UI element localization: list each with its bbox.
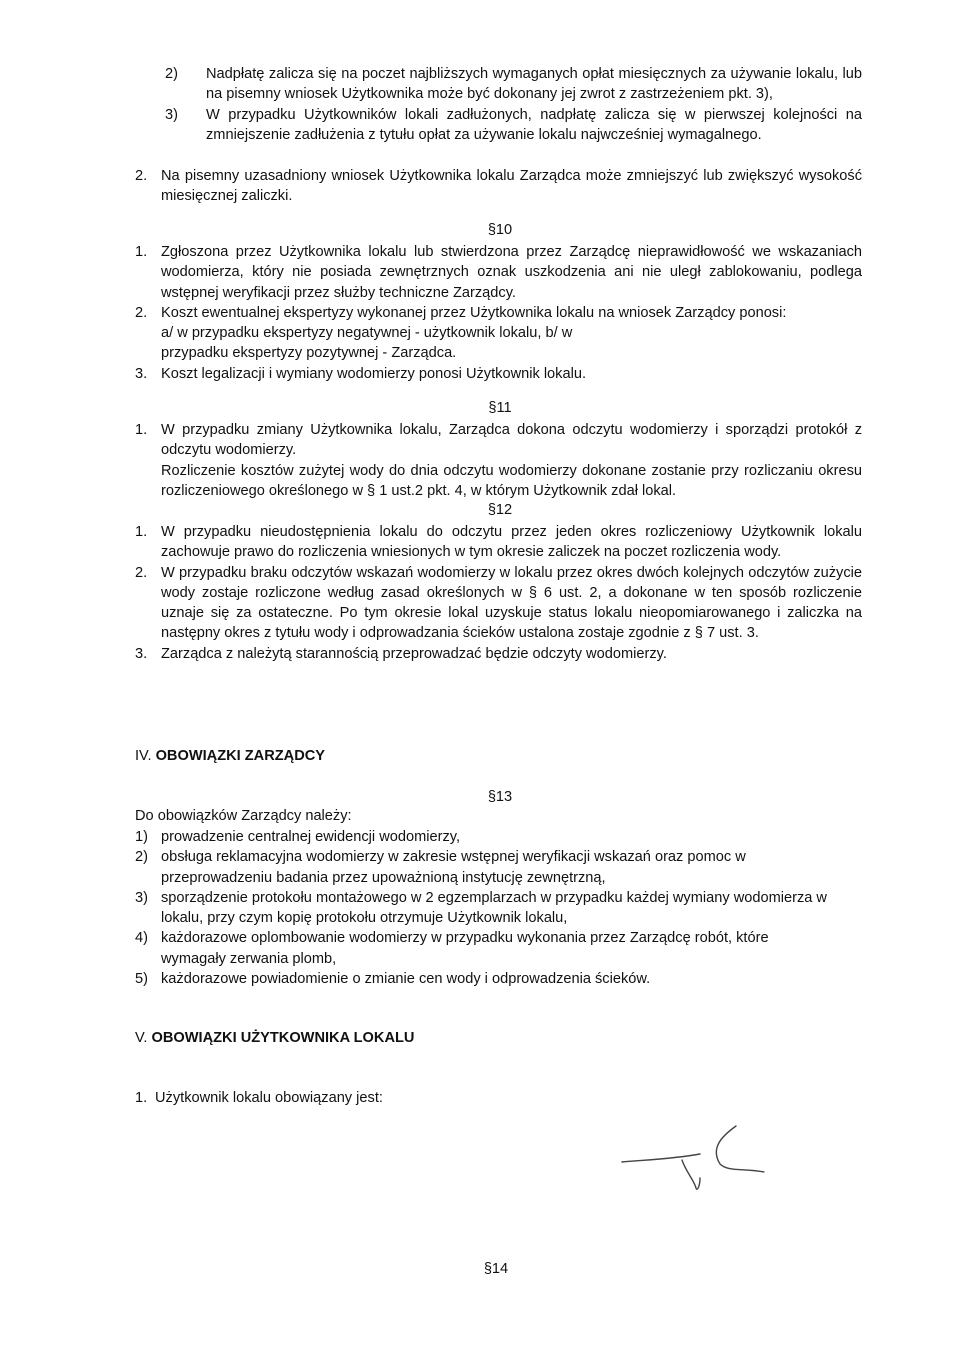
section-heading-12: §12 — [487, 502, 513, 518]
section-heading-10: §10 — [487, 222, 513, 238]
list-item-text: każdorazowe powiadomienie o zmianie cen wody i odprowadzenia ścieków. — [161, 971, 651, 988]
section-12-body — [135, 522, 862, 664]
list-item-line: a/ w przypadku ekspertyzy negatywnej - użytkownik lokalu, b/ w — [161, 325, 573, 342]
list-item — [165, 64, 862, 105]
list-item-number: 2. — [135, 564, 148, 581]
list-item-number: 2) — [135, 849, 148, 866]
list-item-text: W przypadku zmiany Użytkownika lokalu, Zarządca dokona odczytu wodomierzy i sporządzi protokół z odczytu wodomierzy. — [161, 422, 862, 459]
list-item-number: 2. — [135, 304, 148, 321]
list-item-line: Koszt ewentualnej ekspertyzy wykonanej przez Użytkownika lokalu na wniosek Zarządcy ponosi: — [161, 304, 787, 321]
list-item — [135, 522, 862, 563]
point-number: 2. — [135, 168, 148, 184]
list-item — [135, 563, 862, 644]
list-item-number: 3) — [165, 106, 178, 123]
list-item-text: Użytkownik lokalu obowiązany jest: — [155, 1090, 383, 1106]
list-item — [135, 827, 835, 847]
list-item — [135, 969, 835, 989]
list-item — [135, 644, 862, 664]
section-heading-11: §11 — [488, 400, 512, 416]
paragraph-point-2 — [135, 166, 862, 207]
section-10-body — [135, 242, 862, 384]
chapter-number: V. — [135, 1030, 148, 1046]
list-item-number: 1. — [135, 524, 148, 540]
list-item — [135, 242, 862, 303]
list-item-number: 3. — [135, 365, 148, 382]
list-item-number: 2) — [165, 66, 178, 82]
section-heading-14: §14 — [483, 1261, 509, 1277]
section-13-list — [135, 827, 835, 989]
paragraph: Rozliczenie kosztów zużytej wody do dnia odczytu wodomierzy dokonane zostanie przy rozliczaniu okresu rozliczeniowego określonego w § 1 ust.2 pkt. 4, w którym Użytkownik zdał lokal. — [161, 462, 862, 499]
list-item-text — [161, 303, 862, 364]
chapter-title: OBOWIĄZKI UŻYTKOWNIKA LOKALU — [151, 1030, 415, 1046]
handwritten-signature — [618, 1122, 768, 1194]
list-item — [135, 888, 835, 929]
chapter-v-item-1 — [135, 1088, 735, 1108]
list-item — [135, 364, 862, 384]
list-item-text: Zarządca z należytą starannością przeprowadzać będzie odczyty wodomierzy. — [161, 645, 667, 662]
list-item-text: Nadpłatę zalicza się na poczet najbliższych wymaganych opłat miesięcznych za używanie lokalu, lub na pisemny wniosek Użytkownika może być dokonany jej zwrot z zastrzeżeniem pkt. 3), — [206, 66, 862, 103]
list-item-text: W przypadku nieudostępnienia lokalu do odczytu przez jeden okres rozliczeniowy Użytkownik lokalu zachowuje prawo do rozliczenia wniesionych w tym okresie zaliczek na poczet rozliczenia wody. — [161, 524, 862, 561]
chapter-number: IV. — [135, 748, 152, 764]
list-item-number: 4) — [135, 930, 148, 947]
list-item — [135, 420, 862, 461]
list-item-text: Zgłoszona przez Użytkownika lokalu lub stwierdzona przez Zarządcę nieprawidłowość we wskazaniach wodomierza, który nie posiada zewnętrznych oznak uszkodzenia ani nie uległ zablokowaniu, podlega wstępnej weryfikacji przez służby techniczne Zarządcy. — [161, 244, 862, 301]
section-heading-13: §13 — [487, 789, 513, 805]
list-item-text: prowadzenie centralnej ewidencji wodomierzy, — [161, 829, 461, 845]
list-item-text: W przypadku Użytkowników lokali zadłużonych, nadpłatę zalicza się w pierwszej kolejności na zmniejszenie zadłużenia z tytułu opłat za używanie lokalu najwcześniej wymagalnego. — [206, 106, 862, 143]
list-item-number: 5) — [135, 971, 148, 988]
list-item-line: przypadku ekspertyzy pozytywnej - Zarządca. — [161, 345, 457, 362]
point-text: Na pisemny uzasadniony wniosek Użytkownika lokalu Zarządca może zmniejszyć lub zwiększyć wysokość miesięcznej zaliczki. — [161, 168, 862, 205]
list-item — [135, 847, 835, 888]
list-item-text: obsługa reklamacyjna wodomierzy w zakresie wstępnej weryfikacji wskazań oraz pomoc w przeprowadzeniu badania przez upoważnioną instytucję zewnętrzną, — [161, 849, 746, 886]
top-list — [165, 64, 862, 145]
section-13-intro: Do obowiązków Zarządcy należy: — [135, 808, 352, 824]
section-11-body — [135, 420, 862, 501]
list-item-text: sporządzenie protokołu montażowego w 2 egzemplarzach w przypadku każdej wymiany wodomierza w lokalu, przy czym kopię protokołu otrzymuje Użytkownik lokalu, — [161, 889, 827, 927]
chapter-title: OBOWIĄZKI ZARZĄDCY — [155, 748, 326, 764]
list-item-text: każdorazowe oplombowanie wodomierzy w przypadku wykonania przez Zarządcę robót, które wymagały zerwania plomb, — [161, 930, 769, 967]
list-item-text: Koszt legalizacji i wymiany wodomierzy ponosi Użytkownik lokalu. — [161, 365, 587, 382]
list-item-number: 1. — [135, 1090, 148, 1106]
list-item-number: 1. — [135, 244, 148, 260]
list-item-text: W przypadku braku odczytów wskazań wodomierzy w lokalu przez okres dwóch kolejnych odczytów zużycie wody zostaje rozliczone według zasad określonych w § 6 ust. 2, a dokonane w ten sposób rozliczenie uznaje się za ostateczne. Po tym okresie lokal uzyskuje status lokalu nieopomiarowanego i zaliczka na następny okres z tytułu wody i odprowadzania ścieków ustalona zostaje zgodnie z § 7 ust. 3. — [161, 564, 862, 642]
chapter-heading-v — [135, 1028, 735, 1048]
list-item-number: 3) — [135, 889, 148, 906]
list-item — [135, 303, 862, 364]
list-item-number: 1) — [135, 829, 148, 845]
list-item-number: 1. — [135, 422, 148, 438]
list-item — [135, 928, 835, 969]
list-item — [165, 105, 862, 146]
chapter-heading-iv — [135, 746, 635, 766]
list-item-number: 3. — [135, 645, 148, 662]
